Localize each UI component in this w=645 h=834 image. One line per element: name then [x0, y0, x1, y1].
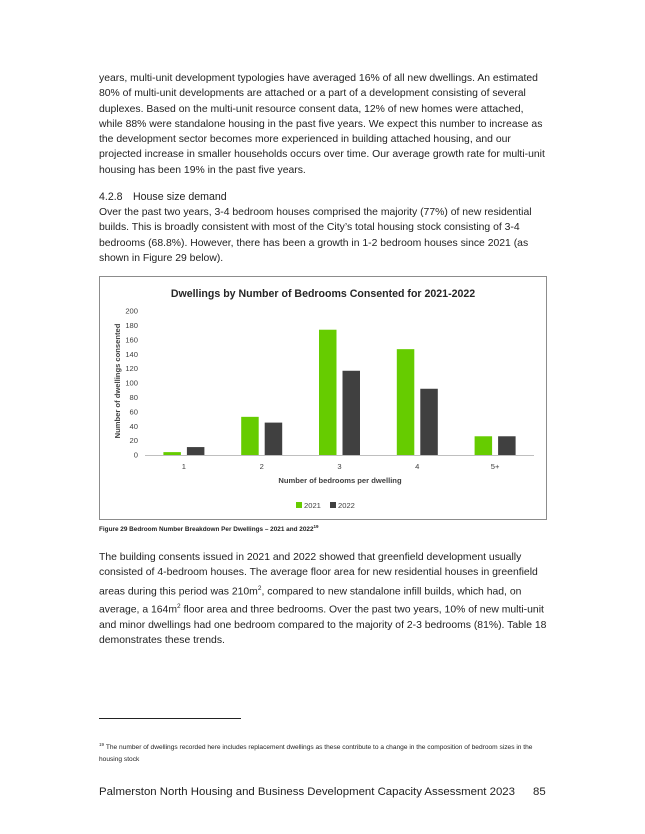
- footnote: [99, 739, 549, 765]
- body-paragraph-2: Over the past two years, 3-4 bedroom houses comprised the majority (77%) of new residential builds. This is broadly consistent with most of the City’s total housing stock consisting of 3-4 bedrooms (68.8%). However, there has been a growth in 1-2 bedroom houses since 2021 (as shown in Figure 29 below).: [99, 207, 532, 264]
- y-tick-label: 80: [129, 393, 138, 402]
- footnote-divider: [99, 718, 241, 719]
- superscript-squared-a: 2: [257, 584, 262, 592]
- footnote-number: 19: [99, 742, 105, 747]
- section-heading: [99, 190, 227, 204]
- x-tick-label: 3: [337, 462, 342, 471]
- y-tick-label: 200: [125, 306, 138, 316]
- x-tick-label: 5+: [490, 462, 500, 471]
- body-paragraph-3-text-a: The building consents issued in 2021 and 2022 showed that greenfield development usually consisted of 4-bedroom houses. The average floor area for new residential houses in greenfield areas during this period was 210m: [99, 552, 538, 598]
- y-tick-label: 180: [125, 321, 138, 330]
- body-paragraph-3: [99, 550, 549, 649]
- x-tick-label: 2: [259, 462, 264, 471]
- footer-title: Palmerston North Housing and Business Development Capacity Assessment 2023: [99, 786, 515, 798]
- figure-caption: [99, 524, 319, 533]
- x-tick-label: 1: [181, 462, 187, 471]
- section-number: 4.2.8: [99, 191, 123, 203]
- y-tick-label: 60: [129, 407, 138, 417]
- y-tick-label: 100: [125, 378, 138, 388]
- legend-swatch-2021: [296, 502, 302, 508]
- body-paragraph-3-text-c: floor area and three bedrooms. Over the past two years, 10% of new multi-unit and minor dwellings had one bedroom compared to the majority of 2-3 bedrooms (81%). Table 18 demonstrates these trends.: [99, 604, 547, 647]
- y-tick-label: 20: [129, 436, 138, 446]
- y-tick-label: 160: [125, 335, 138, 345]
- figure-caption-text: Figure 29 Bedroom Number Breakdown Per Dwellings – 2021 and 2022: [99, 526, 314, 534]
- footnote-text: The number of dwellings recorded here includes replacement dwellings as these contribute to a change in the composition of bedroom sizes in the housing stock: [99, 744, 533, 763]
- legend-label-2021: 2021: [304, 501, 321, 510]
- chart-legend: [296, 501, 355, 510]
- legend-swatch-2022: [330, 502, 336, 508]
- x-axis-label: Number of bedrooms per dwelling: [278, 476, 402, 485]
- body-paragraph-3-text-b: , compared to new standalone infill builds, which had, on average, a 164m: [99, 586, 522, 616]
- y-tick-label: 140: [125, 349, 138, 359]
- bar-2021-4: [397, 349, 415, 455]
- bar-2022-2: [265, 423, 283, 455]
- y-axis-label: Number of dwellings consented: [113, 323, 122, 439]
- y-tick-label: 0: [133, 450, 138, 460]
- bar-2022-3: [343, 371, 361, 455]
- page-number: 85: [533, 786, 546, 798]
- caption-footnote-ref: 19: [313, 524, 319, 529]
- superscript-squared-b: 2: [176, 603, 181, 611]
- legend-label-2022: 2022: [338, 501, 355, 510]
- bar-2021-2: [241, 417, 259, 455]
- x-tick-label: 4: [415, 462, 420, 471]
- section-title: House size demand: [133, 191, 227, 203]
- bar-2022-1: [187, 447, 205, 455]
- body-paragraph-1: years, multi-unit development typologies have averaged 16% of all new dwellings. An estimated 80% of multi-unit developments are attached or a part of a development consisting of several duplexes. Based on the multi-unit resource consent data, 12% of new homes were attached, while 88% were standalone housing in the past five years. We expect this number to increase as the development sector becomes more experienced in building attached housing, and our projected increase in smaller households occurs over time. Our average growth rate for multi-unit housing has been 19% in the past five years.: [99, 73, 545, 176]
- bar-2021-5+: [475, 436, 493, 455]
- bar-2021-3: [319, 330, 337, 455]
- y-tick-label: 120: [125, 364, 138, 374]
- chart-frame: [99, 276, 547, 520]
- bar-2022-5+: [498, 436, 515, 455]
- chart-title: Dwellings by Number of Bedrooms Consented for 2021-2022: [170, 288, 476, 300]
- bar-2022-4: [420, 389, 438, 455]
- y-tick-label: 40: [129, 421, 138, 431]
- bar-chart: [100, 277, 546, 519]
- bar-2021-1: [163, 452, 181, 455]
